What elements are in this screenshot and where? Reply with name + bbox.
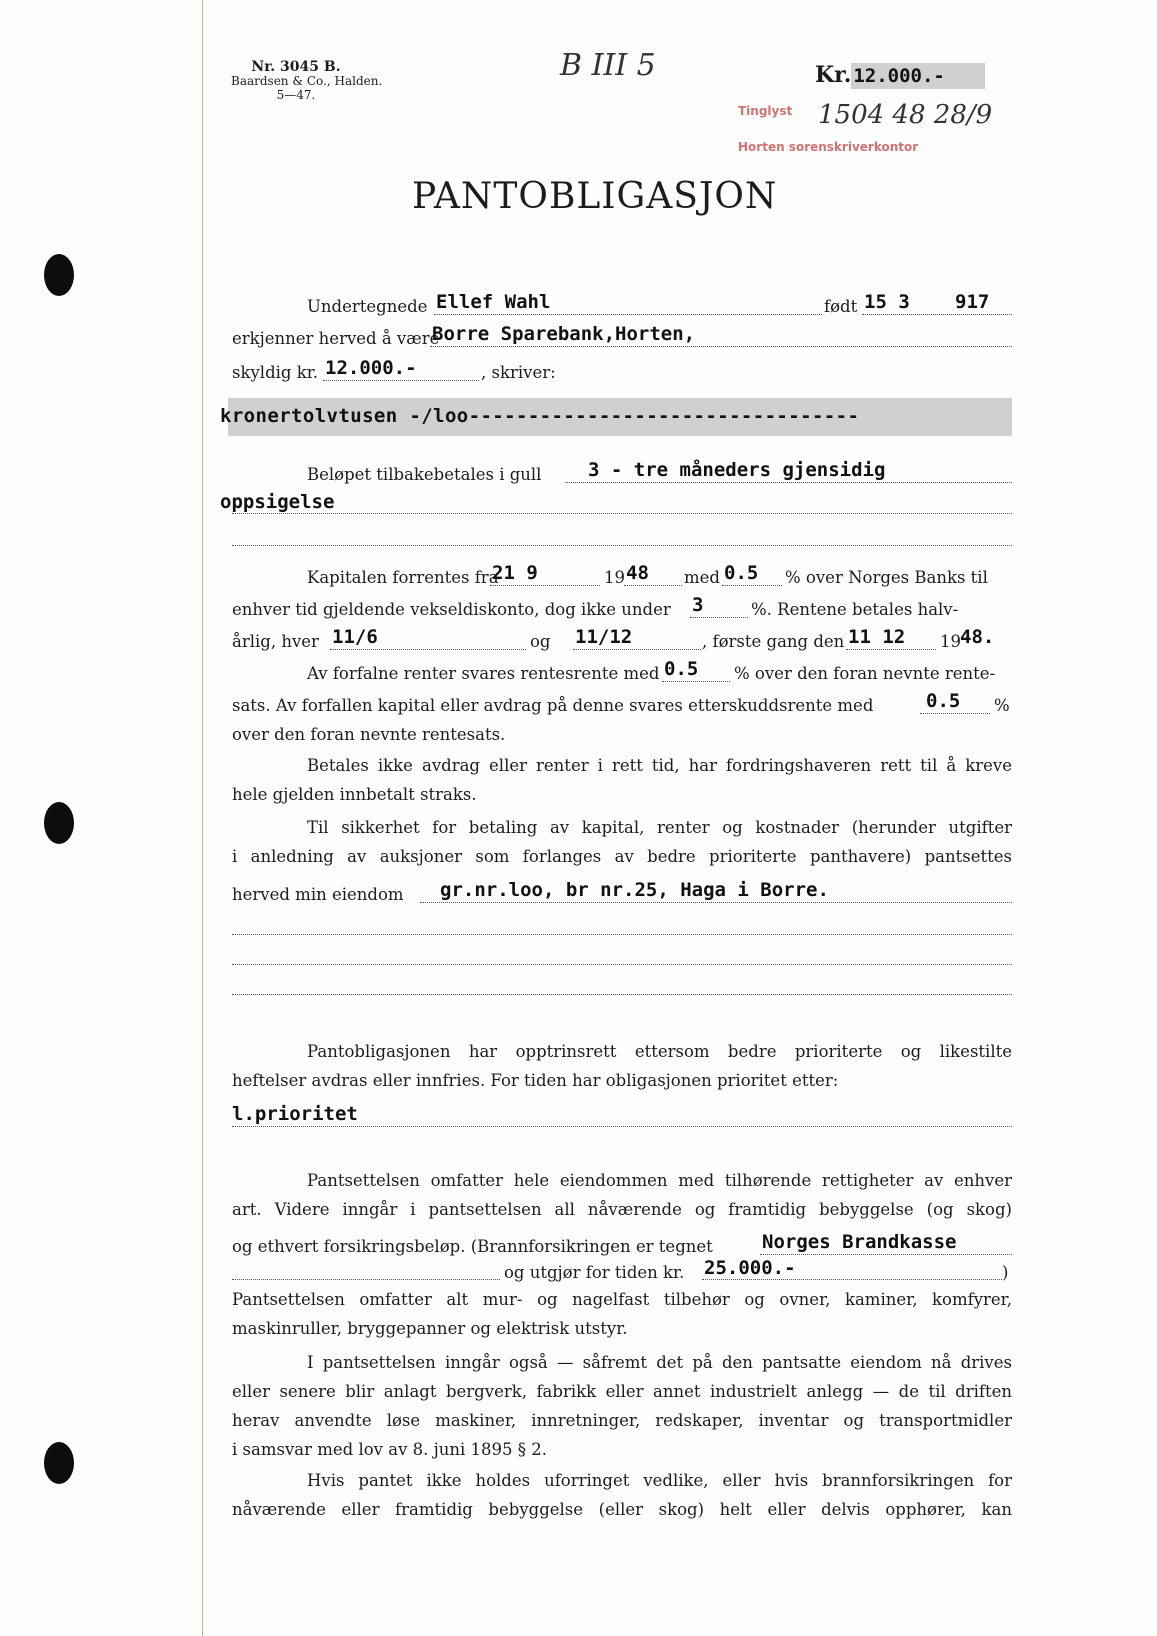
interest-text: sats. Av forfallen kapital eller avdrag på denne svares etterskuddsrente med <box>232 696 874 715</box>
fill-line <box>323 380 479 381</box>
industrial-clause <box>232 1348 1012 1464</box>
interest-text: , første gang den <box>702 632 845 651</box>
interest-from-date: 21 9 <box>492 562 538 584</box>
interest-text: enhver tid gjeldende vekseldiskonto, dog ikke under <box>232 600 671 619</box>
priority-value: l.prioritet <box>232 1103 358 1125</box>
interest-from-year: 48 <box>626 562 649 584</box>
interest-first-year: 48. <box>960 626 995 648</box>
late-rate: 0.5 <box>926 690 961 712</box>
interest-text: % <box>994 696 1010 715</box>
owing-label: skyldig kr. <box>232 363 319 382</box>
print-date: 5—47. <box>276 88 316 102</box>
fill-line <box>760 1254 1012 1255</box>
interest-text: Kapitalen forrentes fra <box>307 568 499 587</box>
paragraph-line: Betales ikke avdrag eller renter i rett tid, har fordringshaveren rett til å kreve <box>307 756 1012 775</box>
undersigned-name: Ellef Wahl <box>436 291 551 313</box>
punch-hole <box>44 254 74 296</box>
fill-line <box>565 482 1012 483</box>
fill-line <box>662 681 730 682</box>
priority-clause <box>232 1037 1012 1095</box>
maintenance-clause <box>232 1466 1012 1524</box>
paragraph-line: herav anvendte løse maskiner, innretninger, redskaper, inventar og transportmidler <box>232 1411 1012 1430</box>
interest-text: 19 <box>604 568 625 587</box>
punch-hole <box>44 1442 74 1484</box>
property-label: herved min eiendom <box>232 885 404 904</box>
repayment-label: Beløpet tilbakebetales i gull <box>307 465 542 484</box>
printer-name: Baardsen & Co., Halden. <box>231 74 383 88</box>
sum-close: ) <box>1002 1263 1009 1282</box>
fill-line <box>573 649 701 650</box>
default-clause <box>232 751 1012 809</box>
fill-line <box>420 902 1012 903</box>
fill-line <box>434 314 822 315</box>
registration-stamp-line1: Tinglyst <box>738 104 793 118</box>
born-year: 917 <box>955 291 990 313</box>
interest-first-date: 11 12 <box>848 626 906 648</box>
handwritten-reference: B III 5 <box>560 48 656 83</box>
born-label: født <box>824 297 858 316</box>
paragraph-line: hele gjelden innbetalt straks. <box>232 785 477 804</box>
paragraph-line: Hvis pantet ikke holdes uforringet vedlike, eller hvis brannforsikringen for <box>307 1471 1012 1490</box>
compound-rate: 0.5 <box>664 658 699 680</box>
insurance-label: og ethvert forsikringsbeløp. (Brannforsikringen er tegnet <box>232 1237 713 1256</box>
fill-line <box>862 314 1012 315</box>
paragraph-line: Til sikkerhet for betaling av kapital, renter og kostnader (herunder utgifter <box>307 818 1012 837</box>
paragraph-line: I pantsettelsen inngår også — såfremt det på den pantsatte eiendom nå drives <box>307 1353 1012 1372</box>
document-title: PANTOBLIGASJON <box>412 176 778 217</box>
interest-min-rate: 3 <box>692 594 704 616</box>
interest-text: årlig, hver <box>232 632 319 651</box>
fill-line <box>232 545 1012 546</box>
interest-text: %. Rentene betales halv- <box>751 600 959 619</box>
fill-line <box>690 617 748 618</box>
property-description: gr.nr.loo, br nr.25, Haga i Borre. <box>440 879 829 901</box>
amount-value: 12.000.- <box>851 63 985 89</box>
interest-text: over den foran nevnte rentesats. <box>232 725 506 744</box>
paragraph-line: i samsvar med lov av 8. juni 1895 § 2. <box>232 1440 547 1459</box>
interest-due-2: 11/12 <box>575 626 633 648</box>
acknowledges-label: erkjenner herved å være <box>232 329 440 348</box>
security-clause <box>232 813 1012 871</box>
fill-line <box>846 649 936 650</box>
scope-clause <box>232 1166 1012 1224</box>
paragraph-line: i anledning av auksjoner som forlanges av bedre prioriterte panthavere) pantsettes <box>232 847 1012 866</box>
punch-hole <box>44 802 74 844</box>
paragraph-line: Pantobligasjonen har opptrinsrett ettersom bedre prioriterte og likestilte <box>307 1042 1012 1061</box>
form-number: Nr. 3045 B. <box>251 59 341 75</box>
insurer-name: Norges Brandkasse <box>762 1231 957 1253</box>
interest-text: 19 <box>940 632 961 651</box>
fill-line <box>624 585 682 586</box>
amount-header <box>815 62 1010 92</box>
paragraph-line: Pantsettelsen omfatter alt mur- og nagelfast tilbehør og ovner, kaminer, komfyrer, <box>232 1290 1012 1309</box>
paragraph-line: art. Videre inngår i pantsettelsen all nåværende og framtidig bebyggelse (og skog) <box>232 1200 1012 1219</box>
interest-text: % over Norges Banks til <box>785 568 988 587</box>
margin-rule <box>202 0 203 1636</box>
paragraph-line: nåværende eller framtidig bebyggelse (eller skog) helt eller delvis opphører, kan <box>232 1500 1012 1519</box>
owing-amount: 12.000.- <box>325 357 417 379</box>
paragraph-line: maskinruller, bryggepanner og elektrisk utstyr. <box>232 1319 628 1338</box>
interest-text: med <box>684 568 720 587</box>
fill-line <box>702 1279 1002 1280</box>
fill-line <box>920 713 990 714</box>
insurance-sum: 25.000.- <box>704 1257 796 1279</box>
printer-imprint <box>231 59 383 102</box>
fill-line <box>232 513 1012 514</box>
amount-in-words: kronertolvtusen -/loo--------------------------------- <box>220 405 860 427</box>
creditor-name: Borre Sparebank,Horten, <box>432 323 696 345</box>
interest-text: % over den foran nevnte rente- <box>734 664 996 683</box>
fill-line <box>722 585 782 586</box>
repayment-terms-1: 3 - tre måneders gjensidig <box>588 459 886 481</box>
fill-line <box>330 649 526 650</box>
paragraph-line: eller senere blir anlagt bergverk, fabrikk eller annet industrielt anlegg — de til driften <box>232 1382 1012 1401</box>
undersigned-label: Undertegnede <box>307 297 428 316</box>
interest-rate-over: 0.5 <box>724 562 759 584</box>
fill-line <box>232 994 1012 995</box>
fill-line <box>490 585 600 586</box>
paragraph-line: Pantsettelsen omfatter hele eiendommen med tilhørende rettigheter av enhver <box>307 1171 1012 1190</box>
born-date: 15 3 <box>864 291 910 313</box>
paragraph-line: heftelser avdras eller innfries. For tiden har obligasjonen prioritet etter: <box>232 1071 839 1090</box>
fill-line <box>232 934 1012 935</box>
writes-label: , skriver: <box>481 363 556 382</box>
registration-stamp-line2: Horten sorenskriverkontor <box>738 140 919 154</box>
fill-line <box>232 1126 1012 1127</box>
interest-due-1: 11/6 <box>332 626 378 648</box>
sum-label: og utgjør for tiden kr. <box>504 1263 685 1282</box>
interest-text: og <box>530 632 551 651</box>
interest-text: Av forfalne renter svares rentesrente med <box>307 664 660 683</box>
registration-number: 1504 48 28/9 <box>818 100 993 130</box>
amount-label: Kr. <box>815 62 852 88</box>
repayment-terms-2: oppsigelse <box>220 491 335 513</box>
fixtures-clause <box>232 1285 1012 1343</box>
fill-line <box>232 1279 500 1280</box>
fill-line <box>232 964 1012 965</box>
fill-line <box>430 346 1012 347</box>
